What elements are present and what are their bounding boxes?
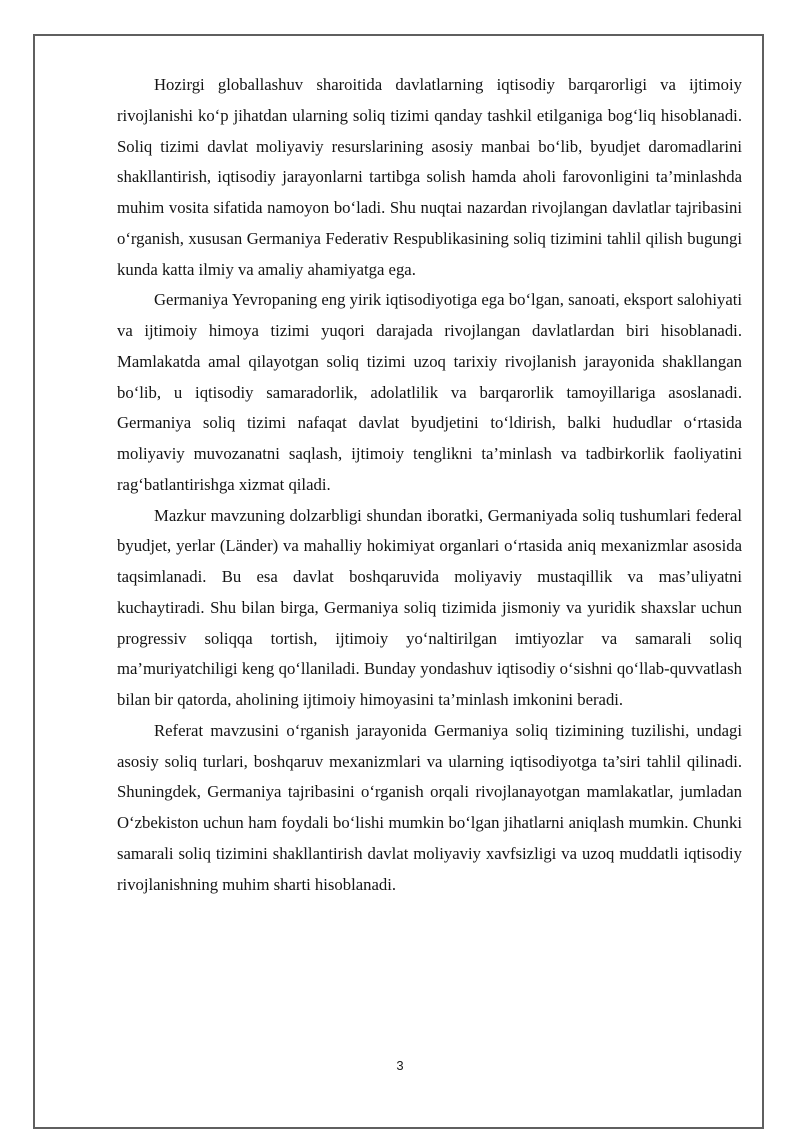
- paragraph-relevance: Mazkur mavzuning dolzarbligi shundan iboratki, Germaniyada soliq tushumlari federal byudjet, yerlar (Länder) va mahalliy hokimiyat organlari o‘rtasida aniq mexanizmlar asosida taqsimlanadi. Bu esa davlat boshqaruvida moliyaviy mustaqillik va mas’uliyatni kuchaytiradi. Shu bilan birga, Germaniya soliq tizimida jismoniy va yuridik shaxslar uchun progressiv soliqqa tortish, ijtimoiy yo‘naltirilgan imtiyozlar va samarali soliq ma’muriyatchiligi keng qo‘llaniladi. Bunday yondashuv iqtisodiy o‘sishni qo‘llab-quvvatlash bilan bir qatorda, aholining ijtimoiy himoyasini ta’minlash imkonini beradi.: [117, 505, 742, 709]
- document-body: [117, 70, 742, 900]
- page-number: 3: [396, 1058, 404, 1073]
- paragraph-research-scope: Referat mavzusini o‘rganish jarayonida Germaniya soliq tizimining tuzilishi, undagi asosiy soliq turlari, boshqaruv mexanizmlari va ularning iqtisodiyotga ta’siri tahlil qilinadi. Shuningdek, Germaniya tajribasini o‘rganish orqali rivojlanayotgan mamlakatlar, jumladan O‘zbekiston uchun ham foydali bo‘lishi mumkin bo‘lgan jihatlarni aniqlash mumkin. Chunki samarali soliq tizimini shakllantirish davlat moliyaviy xavfsizligi va uzoq muddatli iqtisodiy rivojlanishning muhim sharti hisoblanadi.: [117, 720, 742, 894]
- paragraph-intro: Hozirgi globallashuv sharoitida davlatlarning iqtisodiy barqarorligi va ijtimoiy rivojlanishi ko‘p jihatdan ularning soliq tizimi qanday tashkil etilganiga bog‘liq hisoblanadi. Soliq tizimi davlat moliyaviy resurslarining asosiy manbai bo‘lib, byudjet daromadlarini shakllantirish, iqtisodiy jarayonlarni tartibga solish hamda aholi farovonligini ta’minlashda muhim vosita sifatida namoyon bo‘ladi. Shu nuqtai nazardan rivojlangan davlatlar tajribasini o‘rganish, xususan Germaniya Federativ Respublikasining soliq tizimini tahlil qilish bugungi kunda katta ilmiy va amaliy ahamiyatga ega.: [117, 75, 742, 279]
- paragraph-germany-overview: Germaniya Yevropaning eng yirik iqtisodiyotiga ega bo‘lgan, sanoati, eksport salohiyati va ijtimoiy himoya tizimi yuqori darajada rivojlangan davlatlardan biri hisoblanadi. Mamlakatda amal qilayotgan soliq tizimi uzoq tarixiy rivojlanish jarayonida shakllangan bo‘lib, u iqtisodiy samaradorlik, adolatlilik va barqarorlik tamoyillariga asoslanadi. Germaniya soliq tizimi nafaqat davlat byudjetini to‘ldirish, balki hududlar o‘rtasida moliyaviy muvozanatni saqlash, ijtimoiy tenglikni ta’minlash va tadbirkorlik faoliyatini rag‘batlantirishga xizmat qiladi.: [117, 290, 742, 494]
